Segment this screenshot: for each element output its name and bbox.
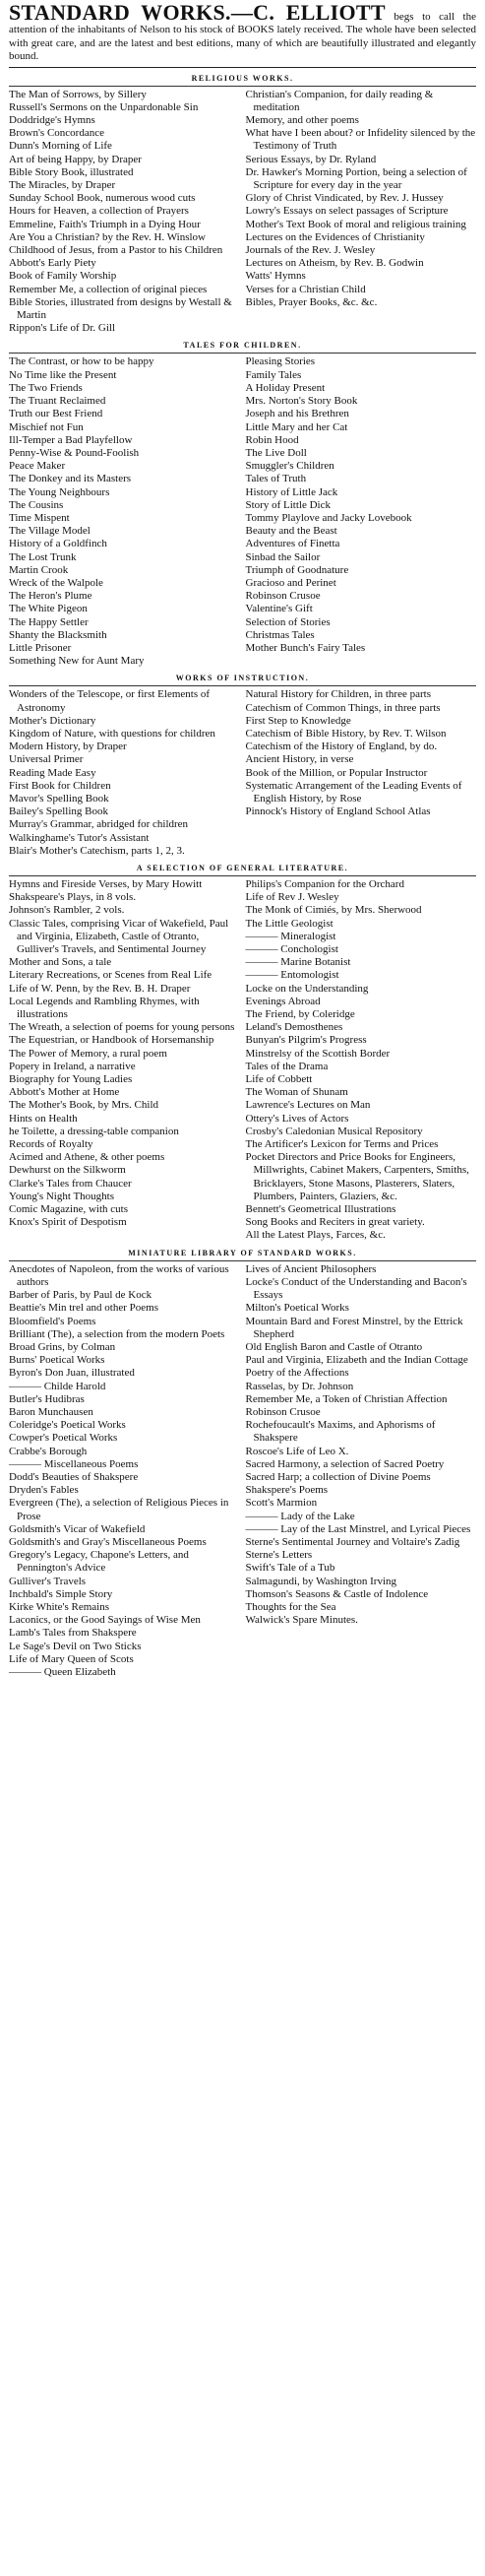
list-item: Russell's Sermons on the Unpardonable Sin <box>9 100 199 113</box>
list-item: Gulliver's Travels <box>9 1575 87 1587</box>
list-item: Rippon's Life of Dr. Gill <box>9 322 116 335</box>
list-item: Johnson's Rambler, 2 vols. <box>9 904 125 917</box>
list-item: The Monk of Cimiés, by Mrs. Sherwood <box>245 904 422 917</box>
advert-header <box>9 0 476 64</box>
list-item: Story of Little Dick <box>245 498 331 511</box>
list-item: Lowry's Essays on select passages of Scripture <box>245 205 449 218</box>
list-item: Young's Night Thoughts <box>9 1190 115 1202</box>
list-item: Natural History for Children, in three parts <box>245 688 431 701</box>
list-item: Scott's Marmion <box>245 1497 318 1510</box>
list-item: Martin Crook <box>9 563 69 576</box>
list-item: Catechism of Bible History, by Rev. T. Wilson <box>245 727 447 740</box>
right-column <box>246 355 477 668</box>
list-item: Sacred Harp; a collection of Divine Poems <box>245 1470 431 1483</box>
list-item: Biography for Young Ladies <box>9 1073 133 1086</box>
list-item: Mother Bunch's Fairy Tales <box>245 641 366 654</box>
list-item: Pleasing Stories <box>245 355 316 368</box>
list-item: Dryden's Fables <box>9 1484 79 1497</box>
list-item: Burns' Poetical Works <box>9 1354 105 1367</box>
list-item: Pocket Directors and Price Books for Engineers, Millwrights, Cabinet Makers, Carpenters, Smiths, Bricklayers, Stone Masons, Plasterers, Slaters, Plumbers, Painters, Glaziers, &c. <box>245 1151 469 1202</box>
list-item: Mavor's Spelling Book <box>9 792 109 805</box>
list-item: Childhood of Jesus, from a Pastor to his Children <box>9 244 223 257</box>
list-item: Glory of Christ Vindicated, by Rev. J. Hussey <box>245 192 444 205</box>
list-item: Robinson Crusoe <box>245 1405 321 1418</box>
list-item: Sterne's Sentimental Journey and Voltaire's Zadig <box>245 1535 460 1548</box>
list-item: Locke on the Understanding <box>245 982 369 995</box>
list-item: Robinson Crusoe <box>245 590 321 603</box>
left-column <box>9 688 240 858</box>
list-item: Old English Baron and Castle of Otranto <box>245 1340 423 1353</box>
list-item: ——— Childe Harold <box>9 1380 106 1392</box>
advert-intro: begs to call the attention of the inhabitants of Nelson to his stock of BOOKS lately received. The whole have been selected with great care, and are the latest and best editions, many of which are beautifully illustrated and elegantly bound. <box>9 11 476 63</box>
list-item: Crosby's Caledonian Musical Repository <box>245 1125 423 1137</box>
list-item: Laconics, or the Good Sayings of Wise Men <box>9 1614 201 1627</box>
list-item: Comic Magazine, with cuts <box>9 1203 128 1216</box>
list-item: ——— Entomologist <box>245 969 339 982</box>
list-item: Gregory's Legacy, Chapone's Letters, and Pennington's Advice <box>9 1549 189 1575</box>
list-item: Barber of Paris, by Paul de Kock <box>9 1289 152 1302</box>
list-item: ——— Queen Elizabeth <box>9 1665 116 1678</box>
list-item: Murray's Grammar, abridged for children <box>9 818 189 831</box>
list-item: Remember Me, a Token of Christian Affection <box>245 1392 448 1405</box>
list-item: The Live Doll <box>245 446 307 459</box>
list-item: ——— Mineralogist <box>245 930 336 942</box>
list-item: Mountain Bard and Forest Minstrel, by the Ettrick Shepherd <box>245 1315 463 1340</box>
list-item: Knox's Spirit of Despotism <box>9 1216 127 1229</box>
list-item: Dewhurst on the Silkworm <box>9 1164 126 1177</box>
list-item: Abbott's Early Piety <box>9 257 96 270</box>
list-item: Minstrelsy of the Scottish Border <box>245 1047 391 1060</box>
section-columns <box>9 1260 476 1680</box>
list-item: Penny-Wise & Pound-Foolish <box>9 446 140 459</box>
list-item: Something New for Aunt Mary <box>9 655 145 668</box>
list-item: The Lost Trunk <box>9 550 77 563</box>
list-item: Evenings Abroad <box>245 995 321 1007</box>
list-item: Broad Grins, by Colman <box>9 1340 116 1353</box>
list-item: Ottery's Lives of Actors <box>245 1112 349 1125</box>
list-item: Memory, and other poems <box>245 114 359 127</box>
list-item: Selection of Stories <box>245 615 331 628</box>
list-item: Clarke's Tales from Chaucer <box>9 1177 132 1190</box>
list-item: Roscoe's Life of Leo X. <box>245 1445 349 1457</box>
divider <box>9 67 476 68</box>
left-column <box>9 878 240 1243</box>
list-item: The Woman of Shunam <box>245 1086 348 1099</box>
section-columns <box>9 353 476 668</box>
left-column <box>9 89 240 336</box>
section-title: WORKS OF INSTRUCTION. <box>175 674 310 683</box>
list-item: Verses for a Christian Child <box>245 283 366 295</box>
list-item: A Holiday Present <box>245 381 326 394</box>
left-column <box>9 355 240 668</box>
list-item: Triumph of Goodnature <box>245 563 349 576</box>
list-item: Goldsmith's and Gray's Miscellaneous Poems <box>9 1535 207 1548</box>
list-item: The Man of Sorrows, by Sillery <box>9 88 147 100</box>
list-item: Leland's Demosthenes <box>245 1021 343 1034</box>
list-item: Dr. Hawker's Morning Portion, being a selection of Scripture for every day in the year <box>245 165 467 192</box>
list-item: he Toilette, a dressing-table companion <box>9 1125 179 1137</box>
list-item: Remember Me, a collection of original pieces <box>9 283 208 295</box>
list-item: Shanty the Blacksmith <box>9 628 107 641</box>
list-item: Salmagundi, by Washington Irving <box>245 1575 397 1587</box>
list-item: Emmeline, Faith's Triumph in a Dying Hour <box>9 218 201 230</box>
list-item: Mrs. Norton's Story Book <box>245 395 358 408</box>
list-item: Lawrence's Lectures on Man <box>245 1099 371 1112</box>
list-item: Reading Made Easy <box>9 766 96 779</box>
list-item: Life of Mary Queen of Scots <box>9 1652 134 1665</box>
list-item: Hymns and Fireside Verses, by Mary Howitt <box>9 878 203 890</box>
list-item: Bloomfield's Poems <box>9 1315 96 1327</box>
list-item: Sterne's Letters <box>245 1549 313 1562</box>
list-item: Locke's Conduct of the Understanding and Bacon's Essays <box>245 1275 467 1302</box>
list-item: Watts' Hymns <box>245 270 306 283</box>
list-item: Thomson's Seasons & Castle of Indolence <box>245 1587 429 1600</box>
list-item: Byron's Don Juan, illustrated <box>9 1367 135 1380</box>
list-item: Dunn's Morning of Life <box>9 140 112 153</box>
list-item: ——— Lay of the Last Minstrel, and Lyrical Pieces <box>245 1522 471 1535</box>
list-item: Truth our Best Friend <box>9 408 103 420</box>
list-item: Lives of Ancient Philosophers <box>245 1262 377 1275</box>
sections <box>9 74 476 1680</box>
list-item: Poetry of the Affections <box>245 1367 349 1380</box>
list-item: Ill-Temper a Bad Playfellow <box>9 433 133 446</box>
list-item: Local Legends and Rambling Rhymes, with illustrations <box>9 995 200 1021</box>
list-item: Rochefoucault's Maxims, and Aphorisms of Shakspere <box>245 1419 436 1445</box>
list-item: Little Mary and her Cat <box>245 420 348 433</box>
list-item: Little Prisoner <box>9 641 72 654</box>
list-item: History of a Goldfinch <box>9 538 107 550</box>
list-item: Book of the Million, or Popular Instructor <box>245 766 428 779</box>
list-item: Bible Story Book, illustrated <box>9 165 134 178</box>
list-item: Classic Tales, comprising Vicar of Wakefield, Paul and Virginia, Elizabeth, Castle of Otranto, Gulliver's Travels, and Sentimental Journey <box>9 917 229 956</box>
list-item: Inchbald's Simple Story <box>9 1587 113 1600</box>
list-item: Le Sage's Devil on Two Sticks <box>9 1640 142 1652</box>
list-item: The Power of Memory, a rural poem <box>9 1047 167 1060</box>
list-item: Journals of the Rev. J. Wesley <box>245 244 376 257</box>
list-item: The Village Model <box>9 525 91 538</box>
list-item: Lectures on Atheism, by Rev. B. Godwin <box>245 257 424 270</box>
list-item: Literary Recreations, or Scenes from Real Life <box>9 969 212 982</box>
list-item: Life of Rev J. Wesley <box>245 891 339 904</box>
list-item: The Wreath, a selection of poems for young persons <box>9 1021 235 1034</box>
advertisement <box>9 0 476 1679</box>
list-item: Walwick's Spare Minutes. <box>245 1614 358 1627</box>
list-item: The Young Neighbours <box>9 485 110 498</box>
list-item: Bunyan's Pilgrim's Progress <box>245 1034 367 1047</box>
list-item: Acimed and Athene, & other poems <box>9 1151 165 1164</box>
advert-title: STANDARD WORKS.—C. ELLIOTT <box>9 0 386 25</box>
list-item: The Heron's Plume <box>9 590 92 603</box>
section-title: A SELECTION OF GENERAL LITERATURE. <box>136 864 349 872</box>
list-item: Shakspeare's Plays, in 8 vols. <box>9 891 137 904</box>
list-item: Milton's Poetical Works <box>245 1302 349 1315</box>
list-item: Dodd's Beauties of Shakspere <box>9 1470 139 1483</box>
list-item: ——— Conchologist <box>245 943 338 956</box>
list-item: The Little Geologist <box>245 917 333 930</box>
list-item: Shakspere's Poems <box>245 1484 329 1497</box>
list-item: Kingdom of Nature, with questions for children <box>9 727 215 740</box>
list-item: Wonders of the Telescope, or first Elements of Astronomy <box>9 688 211 714</box>
list-item: Doddridge's Hymns <box>9 114 95 127</box>
list-item: Mother's Text Book of moral and religious training <box>245 218 466 230</box>
list-item: Universal Primer <box>9 753 84 766</box>
list-item: Adventures of Finetta <box>245 538 340 550</box>
list-item: The Equestrian, or Handbook of Horsemanship <box>9 1034 214 1047</box>
list-item: Brown's Concordance <box>9 127 104 140</box>
list-item: Ancient History, in verse <box>245 753 354 766</box>
list-item: The Happy Settler <box>9 615 89 628</box>
list-item: Tales of Truth <box>245 473 307 485</box>
list-item: Swift's Tale of a Tub <box>245 1562 335 1575</box>
list-item: Lamb's Tales from Shakspere <box>9 1627 137 1640</box>
list-item: Cowper's Poetical Works <box>9 1432 118 1445</box>
list-item: Coleridge's Poetical Works <box>9 1419 126 1432</box>
list-item: Hours for Heaven, a collection of Prayers <box>9 205 189 218</box>
list-item: Serious Essays, by Dr. Ryland <box>245 153 377 165</box>
list-item: Rasselas, by Dr. Johnson <box>245 1380 354 1392</box>
list-item: Art of being Happy, by Draper <box>9 153 142 165</box>
list-item: Beattie's Min trel and other Poems <box>9 1302 158 1315</box>
list-item: The Artificer's Lexicon for Terms and Prices <box>245 1138 439 1151</box>
right-column <box>246 878 477 1243</box>
list-item: Robin Hood <box>245 433 299 446</box>
section-title: RELIGIOUS WORKS. <box>191 73 294 83</box>
section-columns <box>9 685 476 858</box>
list-item: Goldsmith's Vicar of Wakefield <box>9 1522 146 1535</box>
list-item: Bailey's Spelling Book <box>9 805 108 818</box>
list-item: Bennett's Geometrical Illustrations <box>245 1203 396 1216</box>
list-item: What have I been about? or Infidelity silenced by the Testimony of Truth <box>245 127 476 153</box>
section-title: MINIATURE LIBRARY OF STANDARD WORKS. <box>128 1248 357 1257</box>
list-item: The Truant Reclaimed <box>9 395 106 408</box>
list-item: Smuggler's Children <box>245 460 334 473</box>
list-item: The Mother's Book, by Mrs. Child <box>9 1099 159 1112</box>
list-item: Tommy Playlove and Jacky Lovebook <box>245 511 412 524</box>
list-item: Paul and Virginia, Elizabeth and the Indian Cottage <box>245 1354 468 1367</box>
list-item: Mother's Dictionary <box>9 714 96 727</box>
right-column <box>246 89 477 336</box>
list-item: Baron Munchausen <box>9 1405 93 1418</box>
list-item: ——— Marine Botanist <box>245 956 351 969</box>
list-item: Sinbad the Sailor <box>245 550 321 563</box>
list-item: Abbott's Mother at Home <box>9 1086 120 1099</box>
list-item: Modern History, by Draper <box>9 741 127 753</box>
list-item: Wreck of the Walpole <box>9 576 103 589</box>
list-item: The Contrast, or how to be happy <box>9 355 154 368</box>
list-item: Tales of the Drama <box>245 1060 329 1072</box>
list-item: Mischief not Fun <box>9 420 84 433</box>
list-item: Pinnock's History of England School Atlas <box>245 805 431 818</box>
list-item: Bible Stories, illustrated from designs by Westall & Martin <box>9 295 232 322</box>
list-item: Beauty and the Beast <box>245 525 337 538</box>
right-column <box>246 1263 477 1680</box>
list-item: The White Pigeon <box>9 603 88 615</box>
list-item: The Miracles, by Draper <box>9 179 116 192</box>
section-columns <box>9 875 476 1243</box>
list-item: Are You a Christian? by the Rev. H. Winslow <box>9 230 206 243</box>
list-item: Hints on Health <box>9 1112 78 1125</box>
section-title: TALES FOR CHILDREN. <box>183 341 302 351</box>
list-item: Lectures on the Evidences of Christianity <box>245 230 425 243</box>
list-item: Systematic Arrangement of the Leading Events of English History, by Rose <box>245 779 462 805</box>
list-item: The Friend, by Coleridge <box>245 1008 355 1021</box>
list-item: Book of Family Worship <box>9 270 117 283</box>
list-item: The Two Friends <box>9 381 83 394</box>
list-item: Valentine's Gift <box>245 603 313 615</box>
list-item: Sacred Harmony, a selection of Sacred Poetry <box>245 1457 445 1470</box>
list-item: All the Latest Plays, Farces, &c. <box>245 1229 386 1242</box>
list-item: Kirke White's Remains <box>9 1600 109 1613</box>
list-item: Gracioso and Perinet <box>245 576 336 589</box>
list-item: Evergreen (The), a selection of Religious Pieces in Prose <box>9 1497 229 1522</box>
list-item: Mother and Sons, a tale <box>9 956 112 969</box>
list-item: The Donkey and its Masters <box>9 473 132 485</box>
list-item: Brilliant (The), a selection from the modern Poets <box>9 1327 225 1340</box>
list-item: History of Little Jack <box>245 485 338 498</box>
list-item: Time Mispent <box>9 511 70 524</box>
list-item: Joseph and his Brethren <box>245 408 349 420</box>
left-column <box>9 1263 240 1680</box>
list-item: Anecdotes of Napoleon, from the works of various authors <box>9 1262 229 1288</box>
list-item: The Cousins <box>9 498 64 511</box>
list-item: Peace Maker <box>9 460 66 473</box>
list-item: Catechism of the History of England, by do. <box>245 741 438 753</box>
list-item: Popery in Ireland, a narrative <box>9 1060 136 1072</box>
list-item: Song Books and Reciters in great variety. <box>245 1216 425 1229</box>
section-columns <box>9 86 476 336</box>
list-item: Crabbe's Borough <box>9 1445 88 1457</box>
list-item: Butler's Hudibras <box>9 1392 85 1405</box>
list-item: Christian's Companion, for daily reading & meditation <box>245 88 434 113</box>
list-item: ——— Miscellaneous Poems <box>9 1457 139 1470</box>
list-item: First Book for Children <box>9 779 111 792</box>
list-item: Catechism of Common Things, in three parts <box>245 701 441 714</box>
list-item: Records of Royalty <box>9 1138 93 1151</box>
list-item: Life of W. Penn, by the Rev. B. H. Draper <box>9 982 191 995</box>
list-item: Life of Cobbett <box>245 1073 313 1086</box>
list-item: Philips's Companion for the Orchard <box>245 878 404 890</box>
list-item: Bibles, Prayer Books, &c. &c. <box>245 295 378 308</box>
list-item: No Time like the Present <box>9 368 117 381</box>
list-item: Thoughts for the Sea <box>245 1600 336 1613</box>
list-item: ——— Lady of the Lake <box>245 1510 355 1522</box>
right-column <box>246 688 477 858</box>
list-item: Walkinghame's Tutor's Assistant <box>9 831 150 844</box>
list-item: Blair's Mother's Catechism, parts 1, 2, 3. <box>9 844 185 857</box>
list-item: Sunday School Book, numerous wood cuts <box>9 192 196 205</box>
list-item: First Step to Knowledge <box>245 714 351 727</box>
list-item: Christmas Tales <box>245 628 315 641</box>
list-item: Family Tales <box>245 368 302 381</box>
